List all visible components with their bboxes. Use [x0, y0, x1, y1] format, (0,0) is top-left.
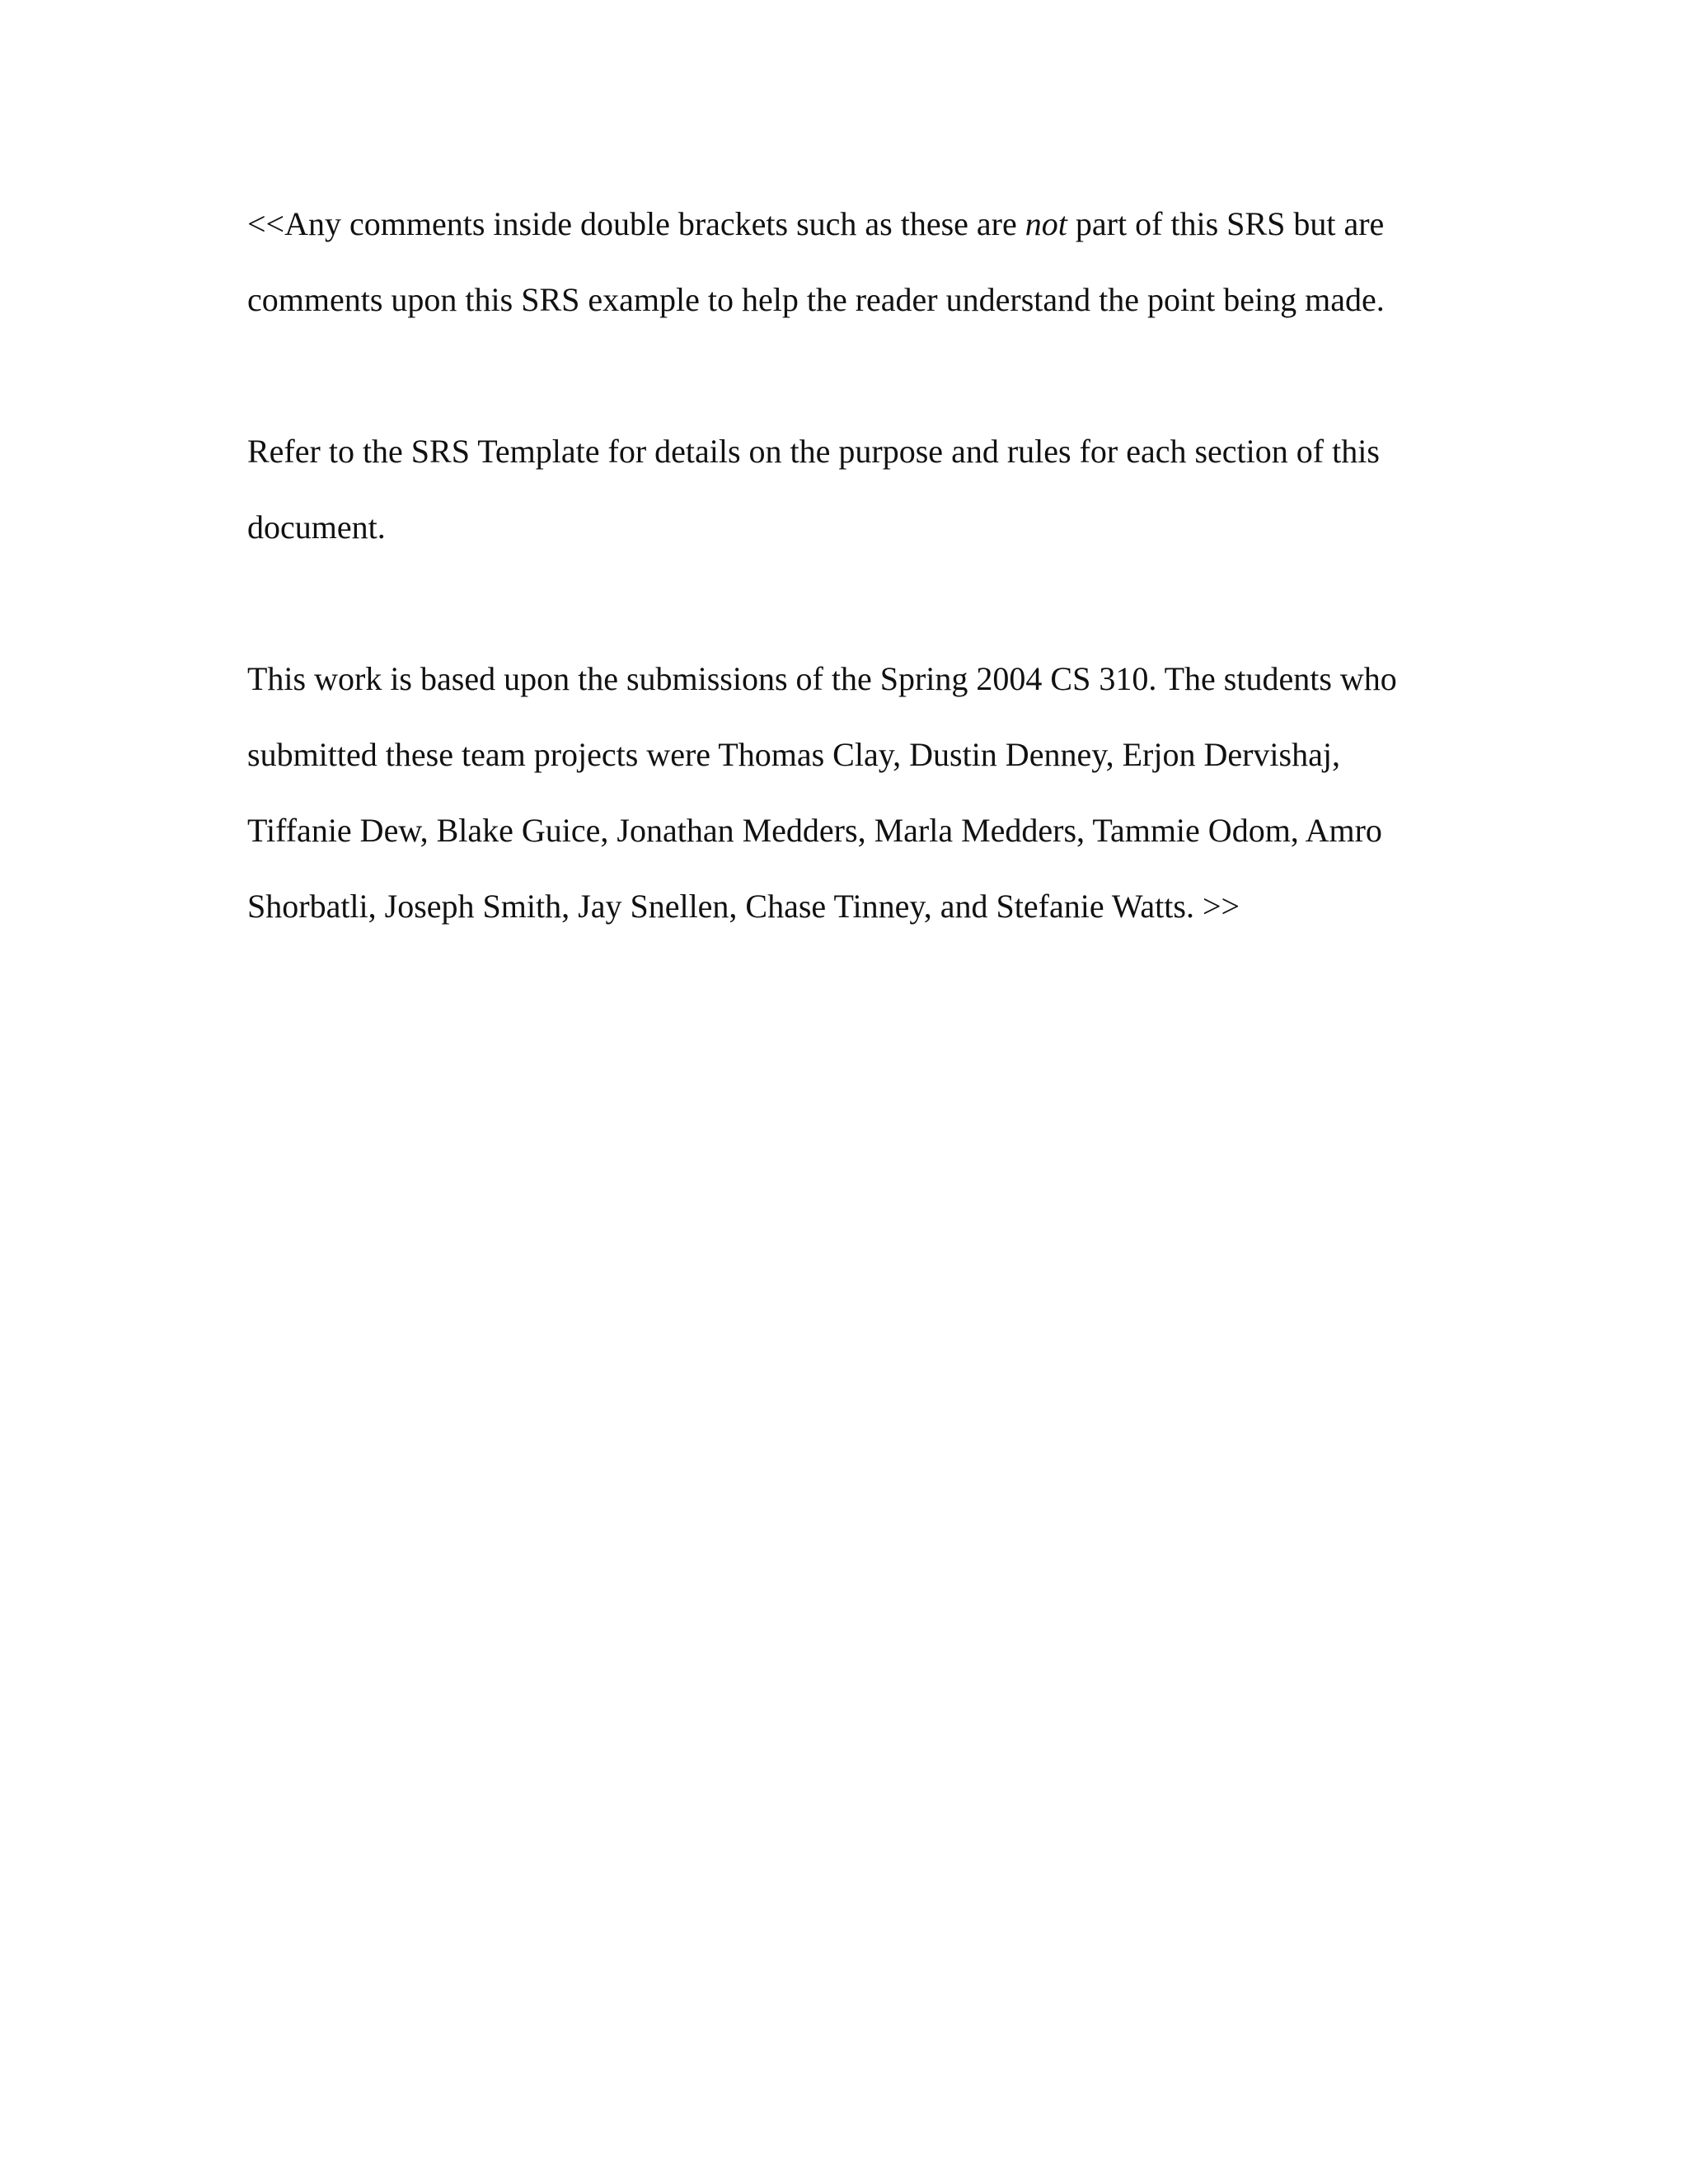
emphasis-text: not	[1025, 205, 1067, 242]
text-line: Refer to the SRS Template for details on the purpose and rules for each section of this	[247, 433, 1380, 470]
paragraph-srs-comment-note	[247, 186, 1451, 338]
paragraph-credits	[247, 641, 1451, 944]
text-run: part of this SRS but are	[1067, 205, 1385, 242]
text-line	[247, 186, 1451, 262]
text-line: This work is based upon the submissions of the Spring 2004 CS 310. The students who	[247, 660, 1397, 697]
text-line: document.	[247, 509, 386, 546]
text-run: <<Any comments inside double brackets such as these are	[247, 205, 1025, 242]
document-body	[247, 186, 1451, 944]
text-line: submitted these team projects were Thomas Clay, Dustin Denney, Erjon Dervishaj,	[247, 736, 1340, 773]
text-line: comments upon this SRS example to help the reader understand the point being made.	[247, 281, 1385, 318]
text-line: Shorbatli, Joseph Smith, Jay Snellen, Chase Tinney, and Stefanie Watts. >>	[247, 888, 1240, 925]
text-line: Tiffanie Dew, Blake Guice, Jonathan Medders, Marla Medders, Tammie Odom, Amro	[247, 812, 1382, 849]
paragraph-template-reference	[247, 414, 1451, 565]
